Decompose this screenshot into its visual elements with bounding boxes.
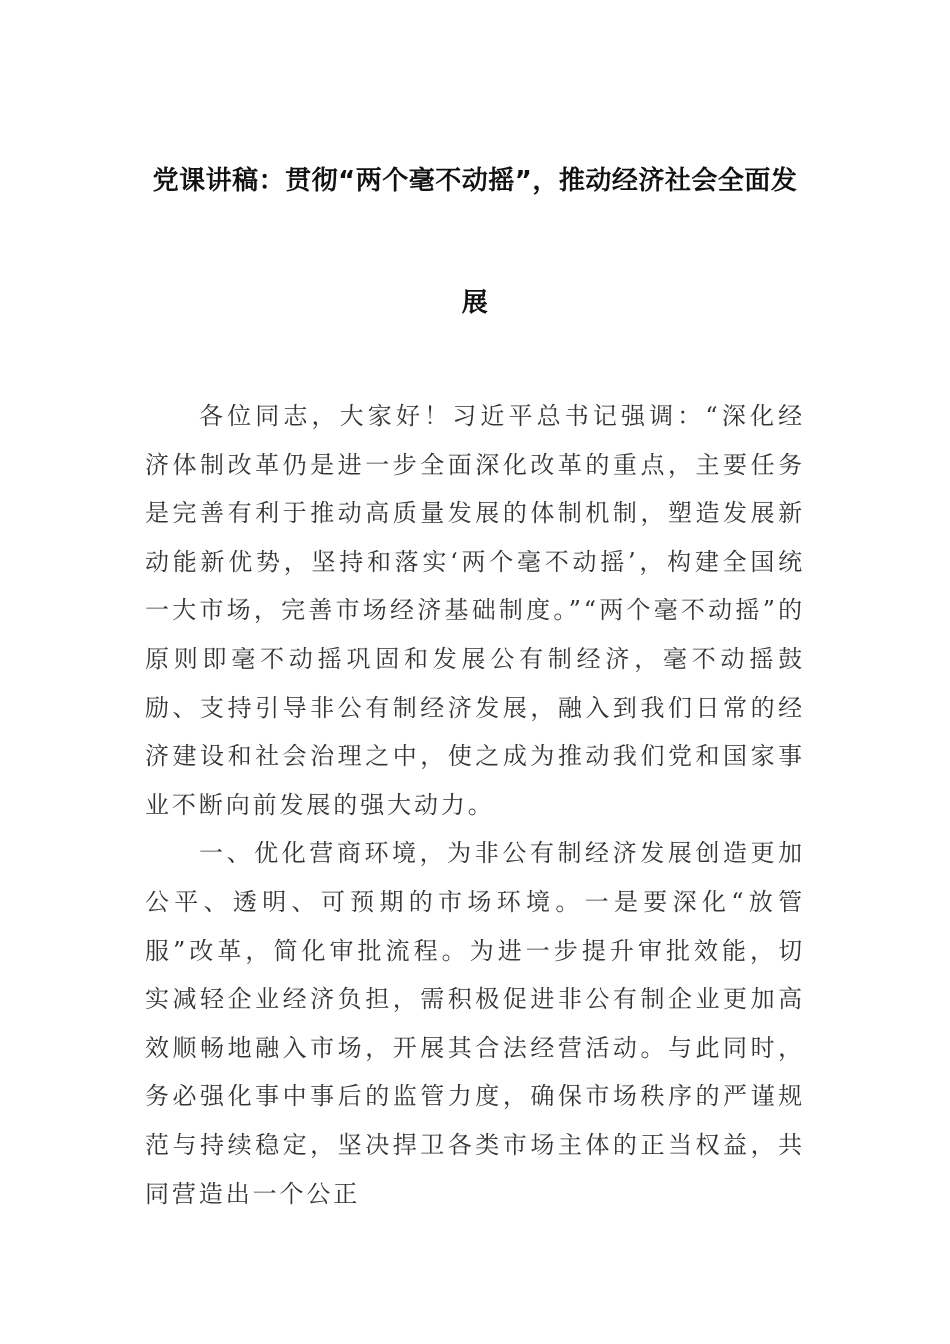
paragraph-section-1: 一、优化营商环境，为非公有制经济发展创造更加公平、透明、可预期的市场环境。一是要深化“放管服”改革，简化审批流程。为进一步提升审批效能，切实减轻企业经济负担，需积极促进非公有制企业更加高效顺畅地融入市场，开展其合法经营活动。与此同时，务必强化事中事后的监管力度，确保市场秩序的严谨规范与持续稳定，坚决捍卫各类市场主体的正当权益，共同营造出一个公正 [145,839,805,1208]
paragraph-intro: 各位同志，大家好！习近平总书记强调：“深化经济体制改革仍是进一步全面深化改革的重点，主要任务是完善有利于推动高质量发展的体制机制，塑造发展新动能新优势，坚持和落实‘两个毫不动摇’，构建全国统一大市场，完善市场经济基础制度。”“两个毫不动摇”的原则即毫不动摇巩固和发展公有制经济，毫不动摇鼓励、支持引导非公有制经济发展，融入到我们日常的经济建设和社会治理之中，使之成为推动我们党和国家事业不断向前发展的强大动力。 [145,402,805,819]
document-title-line-2: 展 [461,288,489,318]
document-title-line-1: 党课讲稿：贯彻“两个毫不动摇”，推动经济社会全面发 [152,166,798,196]
document-body [145,392,805,1218]
